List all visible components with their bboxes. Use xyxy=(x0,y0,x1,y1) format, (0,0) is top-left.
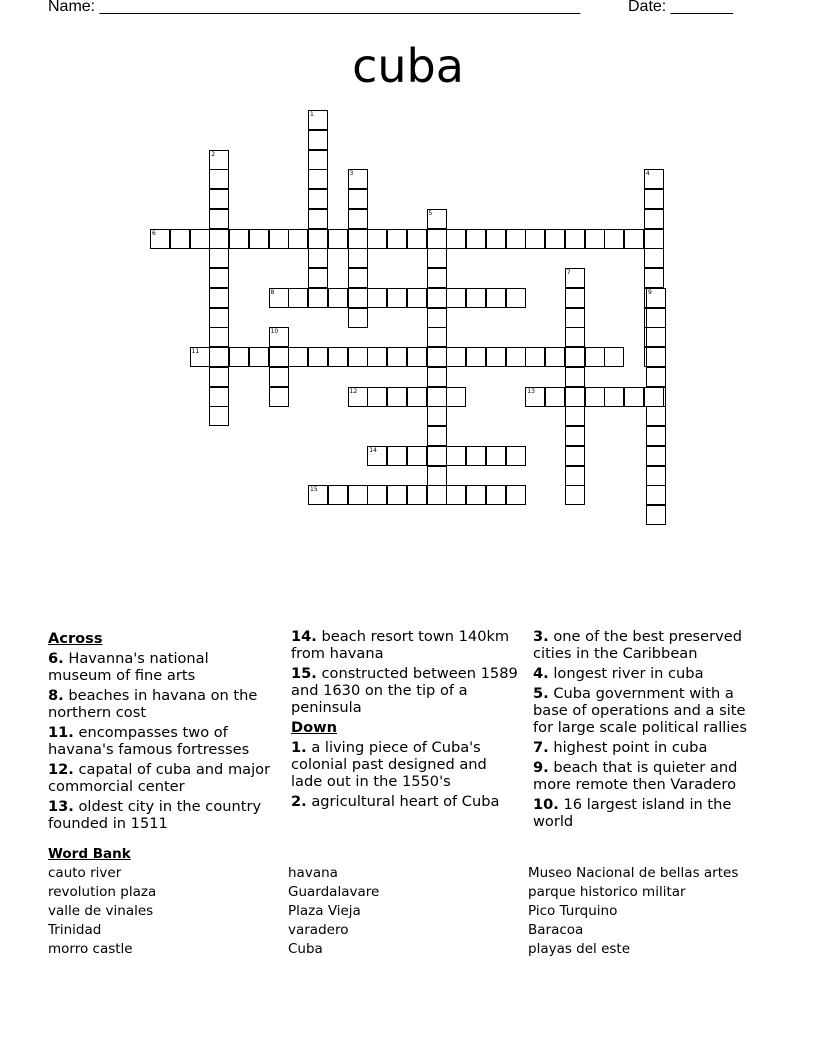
crossword-cell[interactable] xyxy=(269,229,289,249)
down-clue-2 xyxy=(291,793,519,810)
crossword-cell[interactable] xyxy=(209,189,229,209)
down-clue-7 xyxy=(533,739,769,756)
crossword-cell[interactable] xyxy=(427,367,447,387)
crossword-cell[interactable] xyxy=(446,485,466,505)
crossword-cell[interactable] xyxy=(506,485,526,505)
cell-number: 1 xyxy=(310,111,314,118)
clue-number: 5. xyxy=(533,685,549,702)
across-clue-6 xyxy=(48,650,276,684)
crossword-cell[interactable] xyxy=(387,387,407,407)
word-bank-column-1 xyxy=(48,864,156,959)
crossword-cell[interactable] xyxy=(407,288,427,308)
clues-column-3 xyxy=(533,628,769,833)
word-bank-item: Plaza Vieja xyxy=(288,903,361,919)
across-clue-13 xyxy=(48,798,276,832)
crossword-cell[interactable] xyxy=(209,248,229,268)
page-title: cuba xyxy=(352,39,464,93)
crossword-cell[interactable] xyxy=(348,387,368,407)
clues-column-2 xyxy=(291,628,519,813)
word-bank-item: Museo Nacional de bellas artes xyxy=(528,865,739,881)
crossword-cell[interactable] xyxy=(288,347,308,367)
crossword-cell[interactable] xyxy=(486,446,506,466)
crossword-cell[interactable] xyxy=(565,268,585,288)
crossword-cell[interactable] xyxy=(209,288,229,308)
crossword-cell[interactable] xyxy=(604,229,624,249)
crossword-cell[interactable] xyxy=(565,308,585,328)
crossword-cell[interactable] xyxy=(308,130,328,150)
clue-number: 12. xyxy=(48,761,74,778)
crossword-cell[interactable] xyxy=(308,248,328,268)
crossword-cell[interactable] xyxy=(565,327,585,347)
crossword-cell[interactable] xyxy=(427,327,447,347)
crossword-cell[interactable] xyxy=(288,288,308,308)
crossword-cell[interactable] xyxy=(525,347,545,367)
crossword-cell[interactable] xyxy=(407,387,427,407)
clue-number: 4. xyxy=(533,665,549,682)
crossword-cell[interactable] xyxy=(565,446,585,466)
crossword-cell[interactable] xyxy=(170,229,190,249)
crossword-cell[interactable] xyxy=(367,229,387,249)
crossword-cell[interactable] xyxy=(585,229,605,249)
across-clue-15 xyxy=(291,665,519,716)
word-bank-item: Guardalavare xyxy=(288,884,380,900)
crossword-cell[interactable] xyxy=(348,169,368,189)
cell-number: 9 xyxy=(648,288,652,296)
crossword-cell[interactable] xyxy=(604,347,624,367)
crossword-cell[interactable] xyxy=(209,268,229,288)
clue-text: agricultural heart of Cuba xyxy=(311,793,500,810)
clue-text: oldest city in the country founded in 1511 xyxy=(48,798,262,832)
crossword-cell[interactable] xyxy=(646,308,666,328)
clue-number: 3. xyxy=(533,628,549,645)
crossword-cell[interactable] xyxy=(407,446,427,466)
crossword-cell[interactable] xyxy=(427,406,447,426)
down-clue-4 xyxy=(533,665,769,682)
crossword-cell[interactable] xyxy=(646,327,666,347)
crossword-cell[interactable] xyxy=(209,169,229,189)
crossword-cell[interactable] xyxy=(466,288,486,308)
cell-number: 7 xyxy=(566,269,571,276)
clue-number: 11. xyxy=(48,724,74,741)
down-clue-5 xyxy=(533,685,769,736)
clues-column-1 xyxy=(48,628,276,835)
crossword-cell[interactable] xyxy=(644,387,664,407)
crossword-cell[interactable] xyxy=(367,288,387,308)
crossword-cell[interactable] xyxy=(545,229,565,249)
clue-text: encompasses two of havana's famous fortresses xyxy=(48,724,250,758)
crossword-cell[interactable] xyxy=(308,209,328,229)
crossword-cell[interactable] xyxy=(427,209,447,229)
crossword-cell[interactable] xyxy=(585,347,605,367)
crossword-cell[interactable] xyxy=(269,387,289,407)
crossword-cell[interactable] xyxy=(565,288,585,308)
cell-number: 6 xyxy=(152,229,156,237)
crossword-cell[interactable] xyxy=(565,347,585,367)
cell-number: 5 xyxy=(428,209,433,217)
crossword-cell[interactable] xyxy=(466,485,486,505)
cell-number: 4 xyxy=(645,170,650,178)
crossword-cell[interactable] xyxy=(348,288,368,308)
crossword-cell[interactable] xyxy=(308,229,328,249)
crossword-cell[interactable] xyxy=(269,347,289,367)
crossword-cell[interactable] xyxy=(209,406,229,426)
crossword-cell[interactable] xyxy=(348,248,368,268)
crossword-cell[interactable] xyxy=(427,485,447,505)
crossword-cell[interactable] xyxy=(229,229,249,249)
cell-number: 13 xyxy=(527,387,535,395)
crossword-cell[interactable] xyxy=(646,406,666,426)
crossword-cell[interactable] xyxy=(646,446,666,466)
word-bank-item: valle de vinales xyxy=(48,903,154,919)
crossword-cell[interactable] xyxy=(269,367,289,387)
crossword-cell[interactable] xyxy=(348,485,368,505)
down-clue-1 xyxy=(291,739,519,790)
crossword-cell[interactable] xyxy=(446,446,466,466)
crossword-cell[interactable] xyxy=(308,189,328,209)
crossword-cell[interactable] xyxy=(209,327,229,347)
crossword-cell[interactable] xyxy=(646,466,666,486)
crossword-cell[interactable] xyxy=(308,288,328,308)
crossword-cell[interactable] xyxy=(565,387,585,407)
cell-number: 12 xyxy=(349,387,358,395)
across-clue-11 xyxy=(48,724,276,758)
word-bank-item: Pico Turquino xyxy=(528,903,618,919)
crossword-cell[interactable] xyxy=(209,387,229,407)
crossword-cell[interactable] xyxy=(427,248,447,268)
crossword-cell[interactable] xyxy=(209,347,229,367)
crossword-cell[interactable] xyxy=(565,406,585,426)
clue-number: 2. xyxy=(291,793,307,810)
cell-number: 14 xyxy=(369,446,377,454)
crossword-cell[interactable] xyxy=(407,347,427,367)
crossword-cell[interactable] xyxy=(407,229,427,249)
down-clue-3 xyxy=(533,628,769,662)
crossword-cell[interactable] xyxy=(367,485,387,505)
word-bank-item: Cuba xyxy=(288,941,323,957)
clue-number: 7. xyxy=(533,739,549,756)
crossword-cell[interactable] xyxy=(427,229,447,249)
crossword-cell[interactable] xyxy=(427,308,447,328)
crossword-cell[interactable] xyxy=(506,288,526,308)
crossword-cell[interactable] xyxy=(427,426,447,446)
crossword-cell[interactable] xyxy=(644,229,664,249)
crossword-cell[interactable] xyxy=(644,268,664,288)
crossword-cell[interactable] xyxy=(348,229,368,249)
crossword-cell[interactable] xyxy=(604,387,624,407)
crossword-cell[interactable] xyxy=(190,229,210,249)
date-field-label: Date: _______ xyxy=(628,0,733,15)
crossword-cell[interactable] xyxy=(269,327,289,347)
crossword-cell[interactable] xyxy=(646,505,666,525)
crossword-cell[interactable] xyxy=(446,229,466,249)
crossword-cell[interactable] xyxy=(308,347,328,367)
word-bank-column-3 xyxy=(528,864,738,959)
crossword-cell[interactable] xyxy=(328,485,348,505)
crossword-cell[interactable] xyxy=(565,367,585,387)
crossword-cell[interactable] xyxy=(348,347,368,367)
crossword-cell[interactable] xyxy=(427,387,447,407)
clue-text: a living piece of Cuba's colonial past designed and lade out in the 1550's xyxy=(291,739,487,790)
crossword-cell[interactable] xyxy=(209,367,229,387)
cell-number: 10 xyxy=(270,328,279,336)
word-bank-item: havana xyxy=(288,865,338,881)
crossword-cell[interactable] xyxy=(348,189,368,209)
across-heading: Across xyxy=(48,630,103,647)
crossword-cell[interactable] xyxy=(209,308,229,328)
crossword-cell[interactable] xyxy=(644,209,664,229)
word-bank-item: revolution plaza xyxy=(48,884,157,900)
crossword-cell[interactable] xyxy=(209,209,229,229)
clue-text: 16 largest island in the world xyxy=(533,796,732,830)
across-clue-14 xyxy=(291,628,519,662)
crossword-cell[interactable] xyxy=(545,387,565,407)
crossword-cell[interactable] xyxy=(446,387,466,407)
clue-number: 6. xyxy=(48,650,64,667)
word-bank-item: Trinidad xyxy=(48,922,102,938)
crossword-cell[interactable] xyxy=(644,189,664,209)
clue-number: 15. xyxy=(291,665,317,682)
word-bank-item: playas del este xyxy=(528,941,631,957)
crossword-cell[interactable] xyxy=(585,387,605,407)
clue-text: beaches in havana on the northern cost xyxy=(48,687,258,721)
cell-number: 8 xyxy=(270,288,275,296)
word-bank-item: Baracoa xyxy=(528,922,584,938)
clue-text: beach resort town 140km from havana xyxy=(291,628,510,662)
crossword-cell[interactable] xyxy=(446,347,466,367)
cell-number: 2 xyxy=(211,150,216,158)
word-bank-item: varadero xyxy=(288,922,349,938)
crossword-cell[interactable] xyxy=(269,288,289,308)
crossword-cell[interactable] xyxy=(624,229,644,249)
crossword-cell[interactable] xyxy=(387,288,407,308)
crossword-cell[interactable] xyxy=(308,268,328,288)
crossword-cell[interactable] xyxy=(644,248,664,268)
crossword-cell[interactable] xyxy=(348,268,368,288)
crossword-cell[interactable] xyxy=(249,347,269,367)
crossword-cell[interactable] xyxy=(486,347,506,367)
down-heading: Down xyxy=(291,719,338,736)
crossword-cell[interactable] xyxy=(565,229,585,249)
clue-text: longest river in cuba xyxy=(553,665,704,682)
crossword-cell[interactable] xyxy=(387,229,407,249)
crossword-cell[interactable] xyxy=(367,347,387,367)
crossword-cell[interactable] xyxy=(229,347,249,367)
crossword-cell[interactable] xyxy=(367,387,387,407)
crossword-cell[interactable] xyxy=(190,347,210,367)
crossword-cell[interactable] xyxy=(427,268,447,288)
crossword-cell[interactable] xyxy=(646,347,666,367)
clue-number: 13. xyxy=(48,798,74,815)
crossword-cell[interactable] xyxy=(348,209,368,229)
crossword-cell[interactable] xyxy=(486,485,506,505)
clue-number: 1. xyxy=(291,739,307,756)
crossword-cell[interactable] xyxy=(288,229,308,249)
crossword-cell[interactable] xyxy=(525,229,545,249)
crossword-cell[interactable] xyxy=(506,446,526,466)
crossword-cell[interactable] xyxy=(328,347,348,367)
crossword-cell[interactable] xyxy=(525,387,545,407)
clue-text: constructed between 1589 and 1630 on the tip of a peninsula xyxy=(291,665,518,716)
crossword-cell[interactable] xyxy=(209,229,229,249)
clue-text: one of the best preserved cities in the Caribbean xyxy=(533,628,743,662)
name-field-label: Name: ______________________________________________________ xyxy=(48,0,581,15)
crossword-cell[interactable] xyxy=(646,485,666,505)
crossword-cell[interactable] xyxy=(644,169,664,189)
crossword-cell[interactable] xyxy=(466,446,486,466)
crossword-cell[interactable] xyxy=(506,347,526,367)
crossword-cell[interactable] xyxy=(427,347,447,367)
crossword-cell[interactable] xyxy=(565,466,585,486)
crossword-cell[interactable] xyxy=(446,288,466,308)
crossword-cell[interactable] xyxy=(506,229,526,249)
clue-number: 9. xyxy=(533,759,549,776)
crossword-cell[interactable] xyxy=(387,347,407,367)
clue-text: capatal of cuba and major commorcial center xyxy=(48,761,271,795)
clue-text: Cuba government with a base of operations and a site for large scale political rallies xyxy=(533,685,747,736)
crossword-cell[interactable] xyxy=(565,485,585,505)
crossword-cell[interactable] xyxy=(486,229,506,249)
crossword-cell[interactable] xyxy=(407,485,427,505)
clue-text: highest point in cuba xyxy=(553,739,708,756)
crossword-cell[interactable] xyxy=(624,387,644,407)
crossword-cell[interactable] xyxy=(308,150,328,170)
clue-text: Havanna's national museum of fine arts xyxy=(48,650,209,684)
crossword-cell[interactable] xyxy=(328,229,348,249)
crossword-cell[interactable] xyxy=(209,150,229,170)
word-bank-item: morro castle xyxy=(48,941,133,957)
word-bank-item: cauto river xyxy=(48,865,122,881)
crossword-cell[interactable] xyxy=(466,229,486,249)
crossword-cell[interactable] xyxy=(565,426,585,446)
crossword-cell[interactable] xyxy=(545,347,565,367)
clue-text: beach that is quieter and more remote then Varadero xyxy=(533,759,738,793)
across-clue-12 xyxy=(48,761,276,795)
cell-number: 3 xyxy=(349,170,354,178)
down-clue-10 xyxy=(533,796,769,830)
crossword-cell[interactable] xyxy=(646,426,666,446)
crossword-cell[interactable] xyxy=(348,308,368,328)
crossword-cell[interactable] xyxy=(427,288,447,308)
word-bank-item: parque historico militar xyxy=(528,884,686,900)
across-clue-8 xyxy=(48,687,276,721)
cell-number: 15 xyxy=(310,486,318,494)
crossword-cell[interactable] xyxy=(308,485,328,505)
down-clue-9 xyxy=(533,759,769,793)
crossword-cell[interactable] xyxy=(150,229,170,249)
crossword-cell[interactable] xyxy=(308,110,328,130)
cell-number: 11 xyxy=(191,348,200,355)
clue-number: 10. xyxy=(533,796,559,813)
crossword-cell[interactable] xyxy=(466,347,486,367)
crossword-cell[interactable] xyxy=(427,466,447,486)
clue-number: 14. xyxy=(291,628,317,645)
crossword-cell[interactable] xyxy=(367,446,387,466)
crossword-cell[interactable] xyxy=(646,288,666,308)
crossword-cell[interactable] xyxy=(249,229,269,249)
word-bank-column-2 xyxy=(288,864,379,959)
crossword-cell[interactable] xyxy=(646,367,666,387)
crossword-cell[interactable] xyxy=(486,288,506,308)
crossword-cell[interactable] xyxy=(308,169,328,189)
clue-number: 8. xyxy=(48,687,64,704)
crossword-cell[interactable] xyxy=(427,446,447,466)
crossword-cell[interactable] xyxy=(387,485,407,505)
crossword-cell[interactable] xyxy=(387,446,407,466)
crossword-cell[interactable] xyxy=(328,288,348,308)
word-bank-title: Word Bank xyxy=(48,846,131,862)
